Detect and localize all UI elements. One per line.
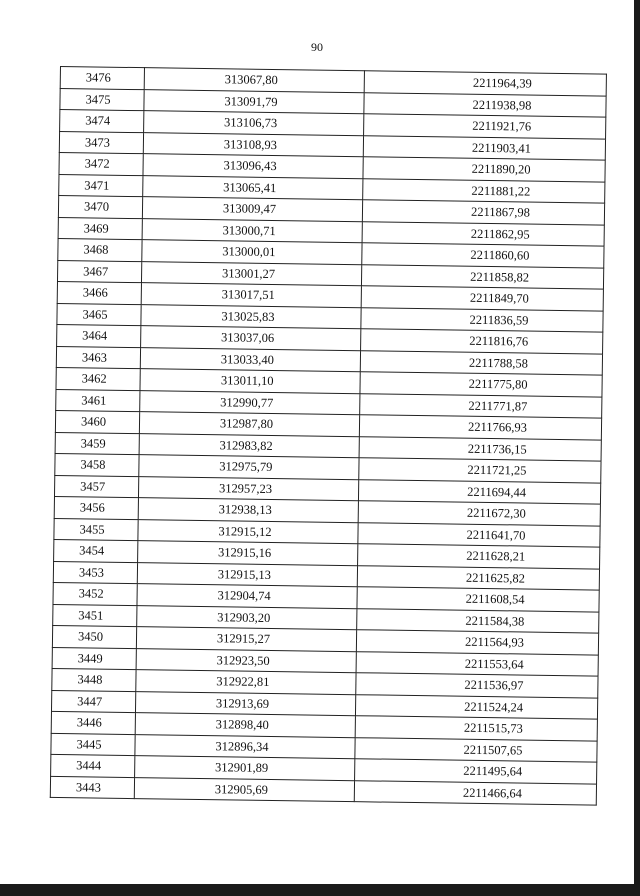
x-coordinate-cell: 312990,77 — [140, 390, 360, 415]
point-number-cell: 3454 — [54, 539, 138, 562]
y-coordinate-cell: 2211641,70 — [358, 522, 600, 547]
point-number-cell: 3447 — [51, 690, 135, 713]
x-coordinate-cell: 312938,13 — [138, 498, 358, 523]
x-coordinate-cell: 312915,27 — [136, 627, 356, 652]
point-number-cell: 3445 — [51, 733, 135, 756]
point-number-cell: 3475 — [60, 88, 144, 111]
y-coordinate-cell: 2211788,58 — [360, 350, 602, 375]
point-number-cell: 3472 — [59, 152, 143, 175]
x-coordinate-cell: 312901,89 — [135, 756, 355, 781]
y-coordinate-cell: 2211766,93 — [359, 415, 601, 440]
coordinates-table — [50, 66, 607, 806]
point-number-cell: 3458 — [55, 453, 139, 476]
point-number-cell: 3468 — [58, 238, 142, 261]
y-coordinate-cell: 2211775,80 — [360, 372, 602, 397]
point-number-cell: 3464 — [57, 324, 141, 347]
y-coordinate-cell: 2211862,95 — [362, 221, 604, 246]
y-coordinate-cell: 2211938,98 — [364, 92, 606, 117]
x-coordinate-cell: 313033,40 — [140, 347, 360, 372]
y-coordinate-cell: 2211860,60 — [362, 243, 604, 268]
y-coordinate-cell: 2211849,70 — [361, 286, 603, 311]
y-coordinate-cell: 2211771,87 — [360, 393, 602, 418]
point-number-cell: 3471 — [59, 174, 143, 197]
y-coordinate-cell: 2211890,20 — [363, 157, 605, 182]
x-coordinate-cell: 313096,43 — [143, 154, 363, 179]
point-number-cell: 3465 — [57, 303, 141, 326]
y-coordinate-cell: 2211721,25 — [359, 458, 601, 483]
y-coordinate-cell: 2211903,41 — [363, 135, 605, 160]
y-coordinate-cell: 2211584,38 — [357, 608, 599, 633]
x-coordinate-cell: 312987,80 — [139, 412, 359, 437]
point-number-cell: 3463 — [56, 346, 140, 369]
x-coordinate-cell: 313108,93 — [143, 132, 363, 157]
point-number-cell: 3455 — [54, 518, 138, 541]
x-coordinate-cell: 313000,71 — [142, 218, 362, 243]
y-coordinate-cell: 2211495,64 — [355, 759, 597, 784]
y-coordinate-cell: 2211625,82 — [357, 565, 599, 590]
point-number-cell: 3467 — [57, 260, 141, 283]
point-number-cell: 3446 — [51, 711, 135, 734]
x-coordinate-cell: 312896,34 — [135, 734, 355, 759]
y-coordinate-cell: 2211536,97 — [356, 673, 598, 698]
x-coordinate-cell: 312915,12 — [138, 519, 358, 544]
point-number-cell: 3460 — [55, 410, 139, 433]
x-coordinate-cell: 313017,51 — [141, 283, 361, 308]
y-coordinate-cell: 2211964,39 — [364, 71, 606, 96]
point-number-cell: 3469 — [58, 217, 142, 240]
x-coordinate-cell: 312905,69 — [134, 777, 354, 802]
x-coordinate-cell: 312898,40 — [135, 713, 355, 738]
x-coordinate-cell: 312975,79 — [139, 455, 359, 480]
x-coordinate-cell: 312913,69 — [135, 691, 355, 716]
point-number-cell: 3462 — [56, 367, 140, 390]
y-coordinate-cell: 2211736,15 — [359, 436, 601, 461]
x-coordinate-cell: 312915,13 — [137, 562, 357, 587]
point-number-cell: 3476 — [60, 67, 144, 90]
x-coordinate-cell: 312922,81 — [136, 670, 356, 695]
x-coordinate-cell: 313037,06 — [141, 326, 361, 351]
y-coordinate-cell: 2211816,76 — [361, 329, 603, 354]
x-coordinate-cell: 313065,41 — [143, 175, 363, 200]
x-coordinate-cell: 313106,73 — [144, 111, 364, 136]
point-number-cell: 3452 — [53, 582, 137, 605]
point-number-cell: 3470 — [58, 195, 142, 218]
x-coordinate-cell: 312983,82 — [139, 433, 359, 458]
y-coordinate-cell: 2211515,73 — [355, 716, 597, 741]
x-coordinate-cell: 312904,74 — [137, 584, 357, 609]
point-number-cell: 3473 — [59, 131, 143, 154]
y-coordinate-cell: 2211524,24 — [355, 694, 597, 719]
x-coordinate-cell: 312923,50 — [136, 648, 356, 673]
x-coordinate-cell: 312957,23 — [138, 476, 358, 501]
point-number-cell: 3448 — [52, 668, 136, 691]
point-number-cell: 3466 — [57, 281, 141, 304]
y-coordinate-cell: 2211881,22 — [363, 178, 605, 203]
point-number-cell: 3449 — [52, 647, 136, 670]
x-coordinate-cell: 312915,16 — [138, 541, 358, 566]
page-number: 90 — [311, 40, 323, 54]
y-coordinate-cell: 2211836,59 — [361, 307, 603, 332]
point-number-cell: 3453 — [53, 561, 137, 584]
y-coordinate-cell: 2211564,93 — [356, 630, 598, 655]
x-coordinate-cell: 312903,20 — [137, 605, 357, 630]
point-number-cell: 3451 — [53, 604, 137, 627]
point-number-cell: 3457 — [54, 475, 138, 498]
y-coordinate-cell: 2211608,54 — [357, 587, 599, 612]
x-coordinate-cell: 313001,27 — [141, 261, 361, 286]
point-number-cell: 3459 — [55, 432, 139, 455]
y-coordinate-cell: 2211694,44 — [358, 479, 600, 504]
y-coordinate-cell: 2211628,21 — [358, 544, 600, 569]
point-number-cell: 3443 — [50, 776, 134, 799]
x-coordinate-cell: 313011,10 — [140, 369, 360, 394]
y-coordinate-cell: 2211921,76 — [364, 114, 606, 139]
y-coordinate-cell: 2211507,65 — [355, 737, 597, 762]
point-number-cell: 3444 — [51, 754, 135, 777]
coordinates-table-wrapper — [50, 66, 606, 806]
x-coordinate-cell: 313091,79 — [144, 89, 364, 114]
coordinates-table-body — [50, 67, 606, 806]
x-coordinate-cell: 313009,47 — [142, 197, 362, 222]
x-coordinate-cell: 313000,01 — [142, 240, 362, 265]
y-coordinate-cell: 2211672,30 — [358, 501, 600, 526]
point-number-cell: 3450 — [52, 625, 136, 648]
point-number-cell: 3456 — [54, 496, 138, 519]
point-number-cell: 3474 — [60, 110, 144, 133]
y-coordinate-cell: 2211466,64 — [354, 780, 596, 805]
x-coordinate-cell: 313025,83 — [141, 304, 361, 329]
point-number-cell: 3461 — [56, 389, 140, 412]
y-coordinate-cell: 2211553,64 — [356, 651, 598, 676]
y-coordinate-cell: 2211858,82 — [361, 264, 603, 289]
y-coordinate-cell: 2211867,98 — [362, 200, 604, 225]
x-coordinate-cell: 313067,80 — [144, 68, 364, 93]
